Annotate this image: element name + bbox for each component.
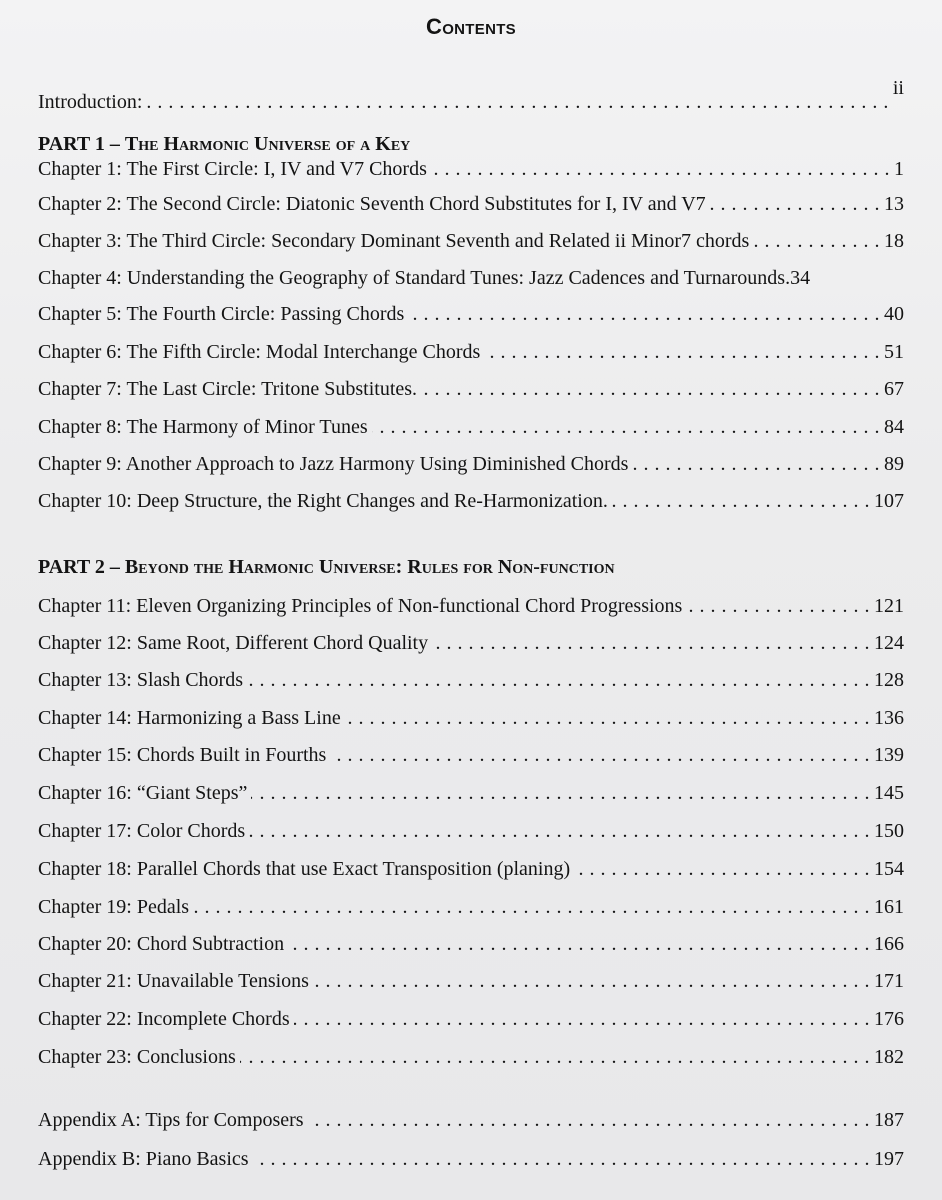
- entry-page: 124: [874, 632, 904, 654]
- entry-title: Chapter 13: Slash Chords: [38, 669, 243, 691]
- toc-entry[interactable]: [38, 590, 904, 618]
- toc-entry[interactable]: [38, 664, 904, 692]
- toc-entry[interactable]: [38, 77, 904, 114]
- dot-leader: [146, 90, 888, 114]
- dot-leader: [308, 1108, 870, 1132]
- dot-leader: [253, 1147, 870, 1171]
- entry-page: 121: [874, 595, 904, 617]
- toc-entry[interactable]: [38, 1003, 904, 1031]
- toc-entry[interactable]: [38, 225, 904, 253]
- page-title: Contents: [426, 14, 516, 39]
- toc-entry[interactable]: [38, 262, 904, 290]
- toc-entry[interactable]: [38, 1143, 904, 1171]
- entry-title: Appendix B: Piano Basics: [38, 1148, 249, 1170]
- entry-title: Chapter 7: The Last Circle: Tritone Substitutes.: [38, 378, 418, 400]
- dot-leader: [574, 857, 870, 881]
- entry-page: 34: [790, 267, 811, 289]
- toc-entry[interactable]: [38, 928, 904, 956]
- dot-leader: [432, 631, 870, 655]
- dot-leader: [313, 969, 870, 993]
- part-title: Beyond the Harmonic Universe: Rules for Non-function: [124, 556, 615, 578]
- entry-page: ii: [892, 77, 904, 99]
- dot-leader: [251, 781, 870, 805]
- entry-page: 197: [874, 1148, 904, 1170]
- entry-page: 187: [874, 1109, 904, 1131]
- dot-leader: [612, 489, 870, 513]
- entry-page: 176: [874, 1008, 904, 1030]
- entry-title: Chapter 14: Harmonizing a Bass Line: [38, 707, 341, 729]
- dot-leader: [431, 157, 890, 181]
- dot-leader: [249, 819, 870, 843]
- dot-leader: [632, 452, 880, 476]
- entry-page: 84: [884, 416, 904, 438]
- entry-title: Chapter 11: Eleven Organizing Principles of Non-functional Chord Progressions: [38, 595, 683, 617]
- toc-entry[interactable]: [38, 298, 904, 326]
- toc-entry[interactable]: [38, 373, 904, 401]
- entry-title: Chapter 23: Conclusions: [38, 1046, 236, 1068]
- dot-leader: [710, 192, 880, 216]
- dot-leader: [240, 1045, 870, 1069]
- toc-entry[interactable]: [38, 336, 904, 364]
- toc-entry[interactable]: [38, 777, 904, 805]
- entry-title: Chapter 4: Understanding the Geography of Standard Tunes: Jazz Cadences and Turnarounds.: [38, 267, 791, 289]
- entry-page: 67: [884, 378, 904, 400]
- entry-page: 182: [874, 1046, 904, 1068]
- dot-leader: [408, 302, 880, 326]
- entry-title: Chapter 8: The Harmony of Minor Tunes: [38, 416, 368, 438]
- toc-entry[interactable]: [38, 853, 904, 881]
- entry-title: Chapter 5: The Fourth Circle: Passing Chords: [38, 303, 405, 325]
- toc-entry[interactable]: [38, 702, 904, 730]
- entry-title: Chapter 15: Chords Built in Fourths: [38, 744, 327, 766]
- entry-title: Chapter 6: The Fifth Circle: Modal Interchange Chords: [38, 341, 481, 363]
- entry-title: Chapter 18: Parallel Chords that use Exact Transposition (planing): [38, 858, 571, 880]
- entry-title: Chapter 21: Unavailable Tensions: [38, 970, 309, 992]
- entry-page: 13: [884, 193, 904, 215]
- toc-entry[interactable]: [38, 891, 904, 919]
- entry-page: 150: [874, 820, 904, 842]
- entry-title: Chapter 16: “Giant Steps”: [38, 782, 248, 804]
- entry-title: Chapter 19: Pedals: [38, 896, 190, 918]
- entry-title: Chapter 9: Another Approach to Jazz Harmony Using Diminished Chords: [38, 453, 629, 475]
- dot-leader: [372, 415, 880, 439]
- entry-title: Chapter 10: Deep Structure, the Right Changes and Re-Harmonization.: [38, 490, 608, 512]
- part-prefix: PART 1 –: [38, 133, 125, 155]
- entry-page: 145: [874, 782, 904, 804]
- entry-page: 136: [874, 707, 904, 729]
- dot-leader: [421, 377, 880, 401]
- toc-entry[interactable]: [38, 1104, 904, 1132]
- entry-title: Chapter 12: Same Root, Different Chord Quality: [38, 632, 429, 654]
- dot-leader: [247, 668, 870, 692]
- dot-leader: [330, 743, 870, 767]
- toc-entry[interactable]: [38, 188, 904, 216]
- dot-leader: [345, 706, 870, 730]
- entry-title: Chapter 1: The First Circle: I, IV and V7 Chords: [38, 158, 427, 180]
- toc-entry[interactable]: [38, 815, 904, 843]
- part-heading: [38, 556, 615, 579]
- entry-title: Chapter 22: Incomplete Chords: [38, 1008, 290, 1030]
- entry-title: Appendix A: Tips for Composers: [38, 1109, 304, 1131]
- entry-page: 128: [874, 669, 904, 691]
- part-prefix: PART 2 –: [38, 556, 125, 578]
- entry-page: 171: [874, 970, 904, 992]
- dot-leader: [753, 229, 880, 253]
- entry-page: 166: [874, 933, 904, 955]
- entry-title: Chapter 20: Chord Subtraction: [38, 933, 285, 955]
- entry-page: 107: [874, 490, 904, 512]
- toc-entry[interactable]: [38, 1041, 904, 1069]
- toc-entry[interactable]: [38, 448, 904, 476]
- entry-page: 1: [894, 158, 904, 180]
- part-title: The Harmonic Universe of a Key: [124, 133, 411, 155]
- dot-leader: [193, 895, 870, 919]
- entry-page: 139: [874, 744, 904, 766]
- entry-title: Chapter 2: The Second Circle: Diatonic Seventh Chord Substitutes for I, IV and V7: [38, 193, 706, 215]
- entry-page: 89: [884, 453, 904, 475]
- entry-title: Introduction:: [38, 91, 143, 113]
- toc-entry[interactable]: [38, 411, 904, 439]
- entry-page: 40: [884, 303, 904, 325]
- dot-leader: [288, 932, 870, 956]
- entry-title: Chapter 3: The Third Circle: Secondary Dominant Seventh and Related ii Minor7 chords: [38, 230, 750, 252]
- dot-leader: [686, 594, 870, 618]
- toc-entry[interactable]: [38, 485, 904, 513]
- entry-page: 154: [874, 858, 904, 880]
- dot-leader: [294, 1007, 870, 1031]
- entry-page: 51: [884, 341, 904, 363]
- toc-entry[interactable]: [38, 627, 904, 655]
- toc-entry[interactable]: [38, 153, 904, 181]
- entry-page: 18: [884, 230, 904, 252]
- entry-title: Chapter 17: Color Chords: [38, 820, 246, 842]
- entry-page: 161: [874, 896, 904, 918]
- toc-entry[interactable]: [38, 739, 904, 767]
- dot-leader: [484, 340, 880, 364]
- toc-entry[interactable]: [38, 965, 904, 993]
